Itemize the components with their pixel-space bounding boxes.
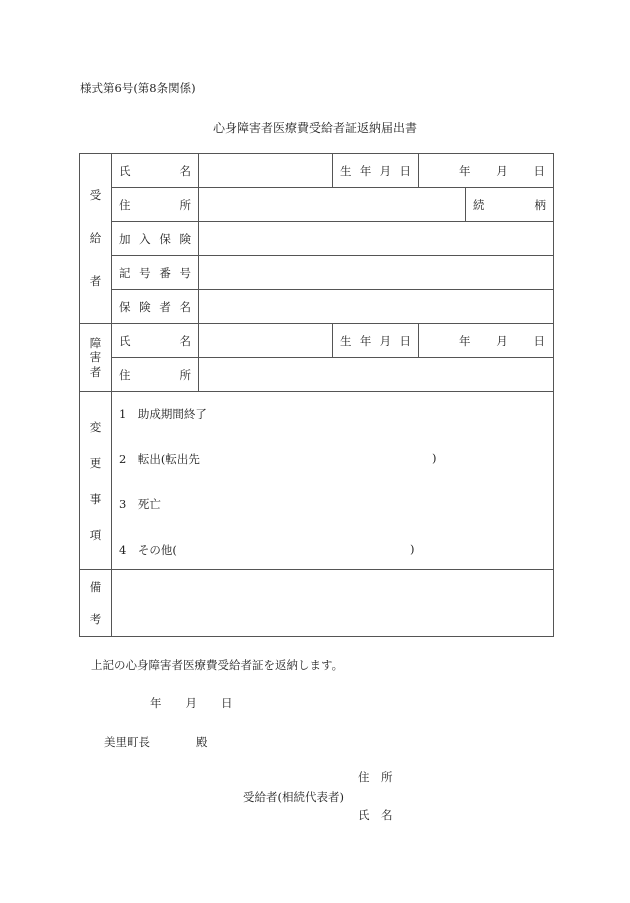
change-item[interactable]: 2 転出(転出先 — [119, 452, 200, 466]
applicant-recipient-label: 受給者(相続代表者) — [243, 790, 344, 804]
insurance-field[interactable] — [199, 222, 554, 256]
insurer-name-field[interactable] — [199, 290, 554, 324]
recipient-name-label: 氏 名 — [112, 154, 199, 188]
changes-items — [112, 392, 554, 570]
changes-group-label: 変 更 事 項 — [80, 392, 112, 570]
symbol-number-label: 記 号 番 号 — [112, 256, 199, 290]
remarks-field[interactable] — [112, 570, 554, 637]
recipient-dob-field[interactable]: 年 月 日 — [419, 154, 554, 188]
remarks-group-label: 備 考 — [80, 570, 112, 637]
addressee: 美里町長 殿 — [104, 735, 208, 749]
disabled-dob-label: 生 年 月 日 — [333, 324, 419, 358]
symbol-number-field[interactable] — [199, 256, 554, 290]
change-item[interactable]: 1 助成期間終了 — [119, 407, 207, 421]
change-item[interactable]: 4 その他( — [119, 543, 177, 557]
recipient-dob-label: 生 年 月 日 — [333, 154, 419, 188]
disabled-address-field[interactable] — [199, 358, 554, 392]
recipient-address-field[interactable] — [199, 188, 466, 222]
insurance-label: 加 入 保 険 — [112, 222, 199, 256]
insurer-name-label: 保 険 者 名 — [112, 290, 199, 324]
disabled-address-label: 住 所 — [112, 358, 199, 392]
change-item[interactable]: 3 死亡 — [119, 497, 161, 511]
disabled-dob-field[interactable]: 年 月 日 — [419, 324, 554, 358]
change-item-close-paren: ) — [432, 451, 437, 465]
return-statement: 上記の心身障害者医療費受給者証を返納します。 — [91, 658, 344, 672]
recipient-name-field[interactable] — [199, 154, 333, 188]
recipient-group-label: 受 給 者 — [80, 154, 112, 324]
submission-date[interactable]: 年 月 日 — [150, 696, 233, 710]
recipient-address-label: 住 所 — [112, 188, 199, 222]
disabled-group-label: 障 害 者 — [80, 324, 112, 392]
form-number: 様式第6号(第8条関係) — [80, 81, 196, 95]
form-title: 心身障害者医療費受給者証返納届出書 — [212, 121, 417, 135]
disabled-name-label: 氏 名 — [112, 324, 199, 358]
recipient-relation-label: 続 柄 — [466, 188, 554, 222]
disabled-name-field[interactable] — [199, 324, 333, 358]
change-item-close-paren: ) — [410, 542, 415, 556]
applicant-address-label: 住 所 — [358, 770, 393, 784]
applicant-name-label: 氏 名 — [358, 808, 393, 822]
application-table — [79, 153, 554, 637]
